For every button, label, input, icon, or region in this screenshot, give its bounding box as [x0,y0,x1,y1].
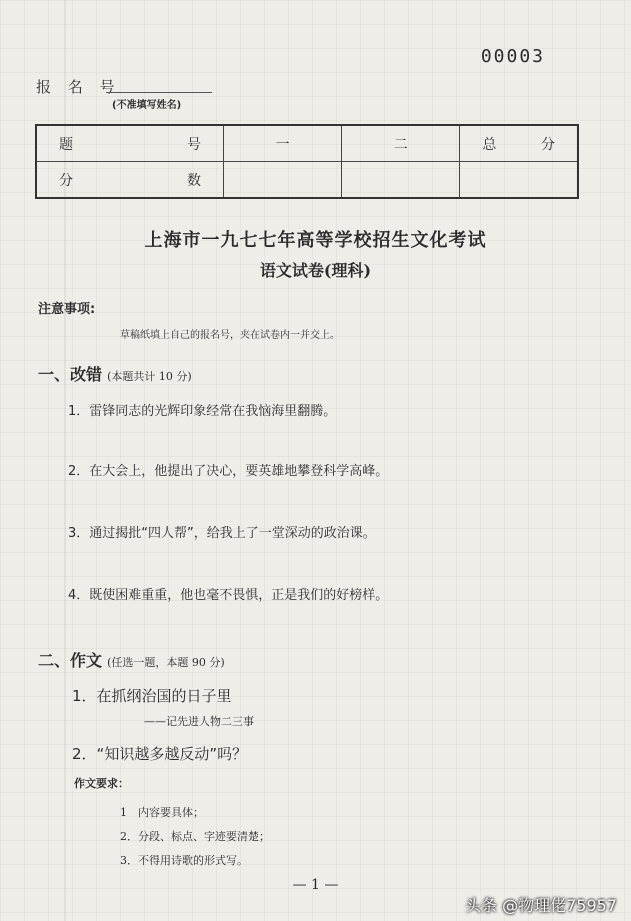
serial-number: 00003 [480,46,545,67]
section-1-question-4: 4．既使困难重重，他也毫不畏惧，正是我们的好榜样。 [68,588,389,603]
essay-requirement-3: 3．不得用诗歌的形式写。 [120,854,248,867]
score-header-total: 总 分 [460,125,578,162]
score-cell-part-1 [224,162,342,199]
score-header-part-1: 一 [224,125,342,162]
section-1-heading: 一、改错 [38,365,103,384]
section-1-question-2: 2．在大会上，他提出了决心，要英雄地攀登科学高峰。 [68,464,389,479]
essay-requirement-2: 2．分段、标点、字迹要清楚； [120,830,270,843]
section-1-note: (本题共计 10 分) [107,370,192,383]
registration-note: (不准填写姓名) [112,100,182,111]
score-table-header-row [36,125,578,162]
registration-blank [106,92,212,93]
score-cell-total [460,162,578,199]
essay-topic-1-subtitle: ——记先进人物二三事 [144,715,254,728]
essay-requirement-1: 1 内容要具体； [120,806,204,819]
essay-requirements-label: 作文要求： [74,777,129,790]
exam-subtitle: 语文试卷(理科) [259,261,372,280]
essay-topic-1: 1．在抓纲治国的日子里 [72,687,232,705]
page-number: — 1 — [292,877,339,893]
score-table [35,124,579,199]
registration-label: 报 名 号 [36,78,121,96]
watermark: 头条 @物理佬75957 [465,896,617,915]
notice-heading: 注意事项: [38,302,96,317]
exam-title: 上海市一九七七年高等学校招生文化考试 [144,230,487,251]
score-header-part-2: 二 [342,125,460,162]
essay-topic-2: 2．“知识越多越反动”吗？ [72,745,248,763]
section-2-note: (任选一题，本题 90 分) [107,656,225,669]
score-header-question-no: 题 号 [36,125,224,162]
notice-text: 草稿纸填上自己的报名号，夹在试卷内一并交上。 [120,330,340,341]
section-2-heading-line [38,648,225,671]
score-row-label: 分 数 [36,162,224,199]
section-1-heading-line [38,362,192,385]
section-2-heading: 二、作文 [38,651,103,670]
score-table-score-row [36,162,578,199]
section-1-question-3: 3．通过揭批“四人帮”，给我上了一堂深动的政治课。 [68,526,376,541]
section-1-question-1: 1．雷锋同志的光辉印象经常在我恼海里翻腾。 [68,404,337,419]
score-cell-part-2 [342,162,460,199]
